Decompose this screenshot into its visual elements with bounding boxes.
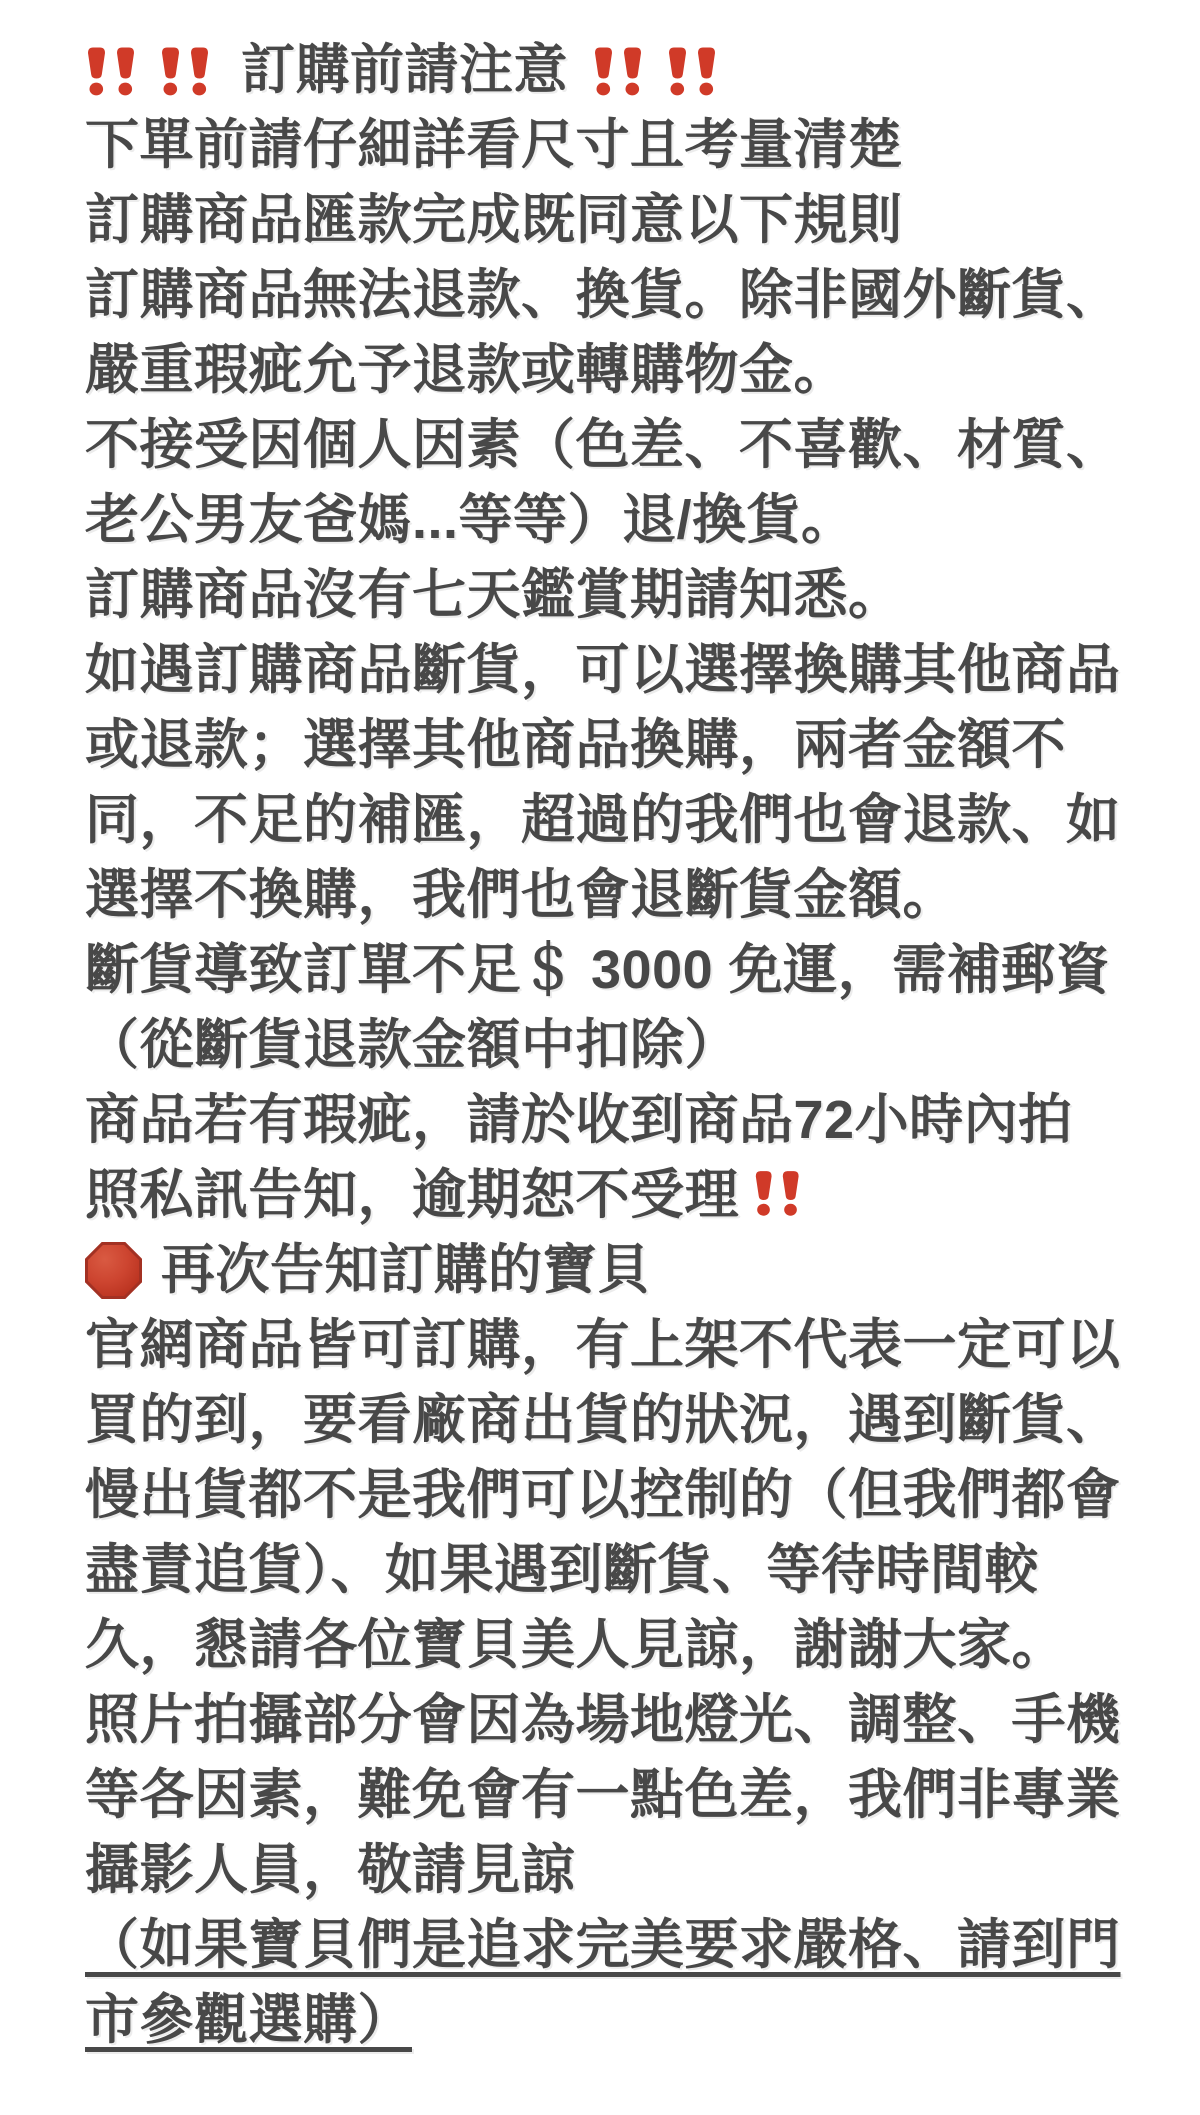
text-line: 下單前請仔細詳看尺寸且考量清楚 <box>85 115 903 175</box>
page-title: 訂購前請注意 <box>241 40 568 100</box>
text-line: 慢出貨都不是我們可以控制的（但我們都會 <box>85 1465 1121 1525</box>
disclaimer-text-block <box>85 1308 1170 1908</box>
text-line: 等各因素，難免會有一點色差，我們非專業 <box>85 1765 1121 1825</box>
text-line: 如遇訂購商品斷貨，可以選擇換購其他商品 <box>85 640 1121 700</box>
double-exclamation-icon <box>753 1167 807 1219</box>
text-line: 買的到，要看廠商出貨的狀況，遇到斷貨、 <box>85 1390 1121 1450</box>
notice-title-row <box>85 33 1170 108</box>
text-line: 商品若有瑕疵，請於收到商品72小時內拍 <box>85 1090 1073 1150</box>
double-exclamation-icon <box>666 45 724 97</box>
text-line: 嚴重瑕疵允予退款或轉購物金。 <box>85 340 848 400</box>
underlined-note-block <box>85 1908 1170 2058</box>
double-exclamation-icon <box>592 45 650 97</box>
text-line: 不接受因個人因素（色差、不喜歡、材質、 <box>85 415 1121 475</box>
text-line: 訂購商品無法退款、換貨。除非國外斷貨、 <box>85 265 1121 325</box>
text-line: 同，不足的補匯，超過的我們也會退款、如 <box>85 790 1121 850</box>
deadline-line <box>85 1158 1170 1233</box>
text-line: 市參觀選購） <box>85 1990 412 2050</box>
text-line: 照片拍攝部分會因為場地燈光、調整、手機 <box>85 1690 1121 1750</box>
double-exclamation-icon <box>85 45 143 97</box>
double-exclamation-icon <box>159 45 217 97</box>
text-line: 老公男友爸媽...等等）退/換貨。 <box>85 490 856 550</box>
text-line: 訂購商品匯款完成既同意以下規則 <box>85 190 903 250</box>
repeat-notice-text: 再次告知訂購的寶貝 <box>161 1240 652 1300</box>
text-line: 或退款；選擇其他商品換購，兩者金額不 <box>85 715 1066 775</box>
text-line: 盡責追貨）、如果遇到斷貨、等待時間較 <box>85 1540 1039 1600</box>
repeat-notice-row <box>85 1233 1170 1308</box>
text-line: 官網商品皆可訂購，有上架不代表一定可以 <box>85 1315 1121 1375</box>
text-line: 久，懇請各位寶貝美人見諒，謝謝大家。 <box>85 1615 1066 1675</box>
stop-sign-icon <box>85 1242 142 1299</box>
text-line: 訂購商品沒有七天鑑賞期請知悉。 <box>85 565 903 625</box>
text-line: （如果寶貝們是追求完美要求嚴格、請到門 <box>85 1915 1121 1975</box>
rules-text-block <box>85 108 1170 1158</box>
text-line: 斷貨導致訂單不足＄ 3000 免運，需補郵資 <box>85 940 1111 1000</box>
text-line: 選擇不換購，我們也會退斷貨金額。 <box>85 865 957 925</box>
text-line: 攝影人員，敬請見諒 <box>85 1840 576 1900</box>
text-line: （從斷貨退款金額中扣除） <box>85 1015 739 1075</box>
deadline-text: 照私訊告知，逾期恕不受理 <box>85 1165 739 1225</box>
